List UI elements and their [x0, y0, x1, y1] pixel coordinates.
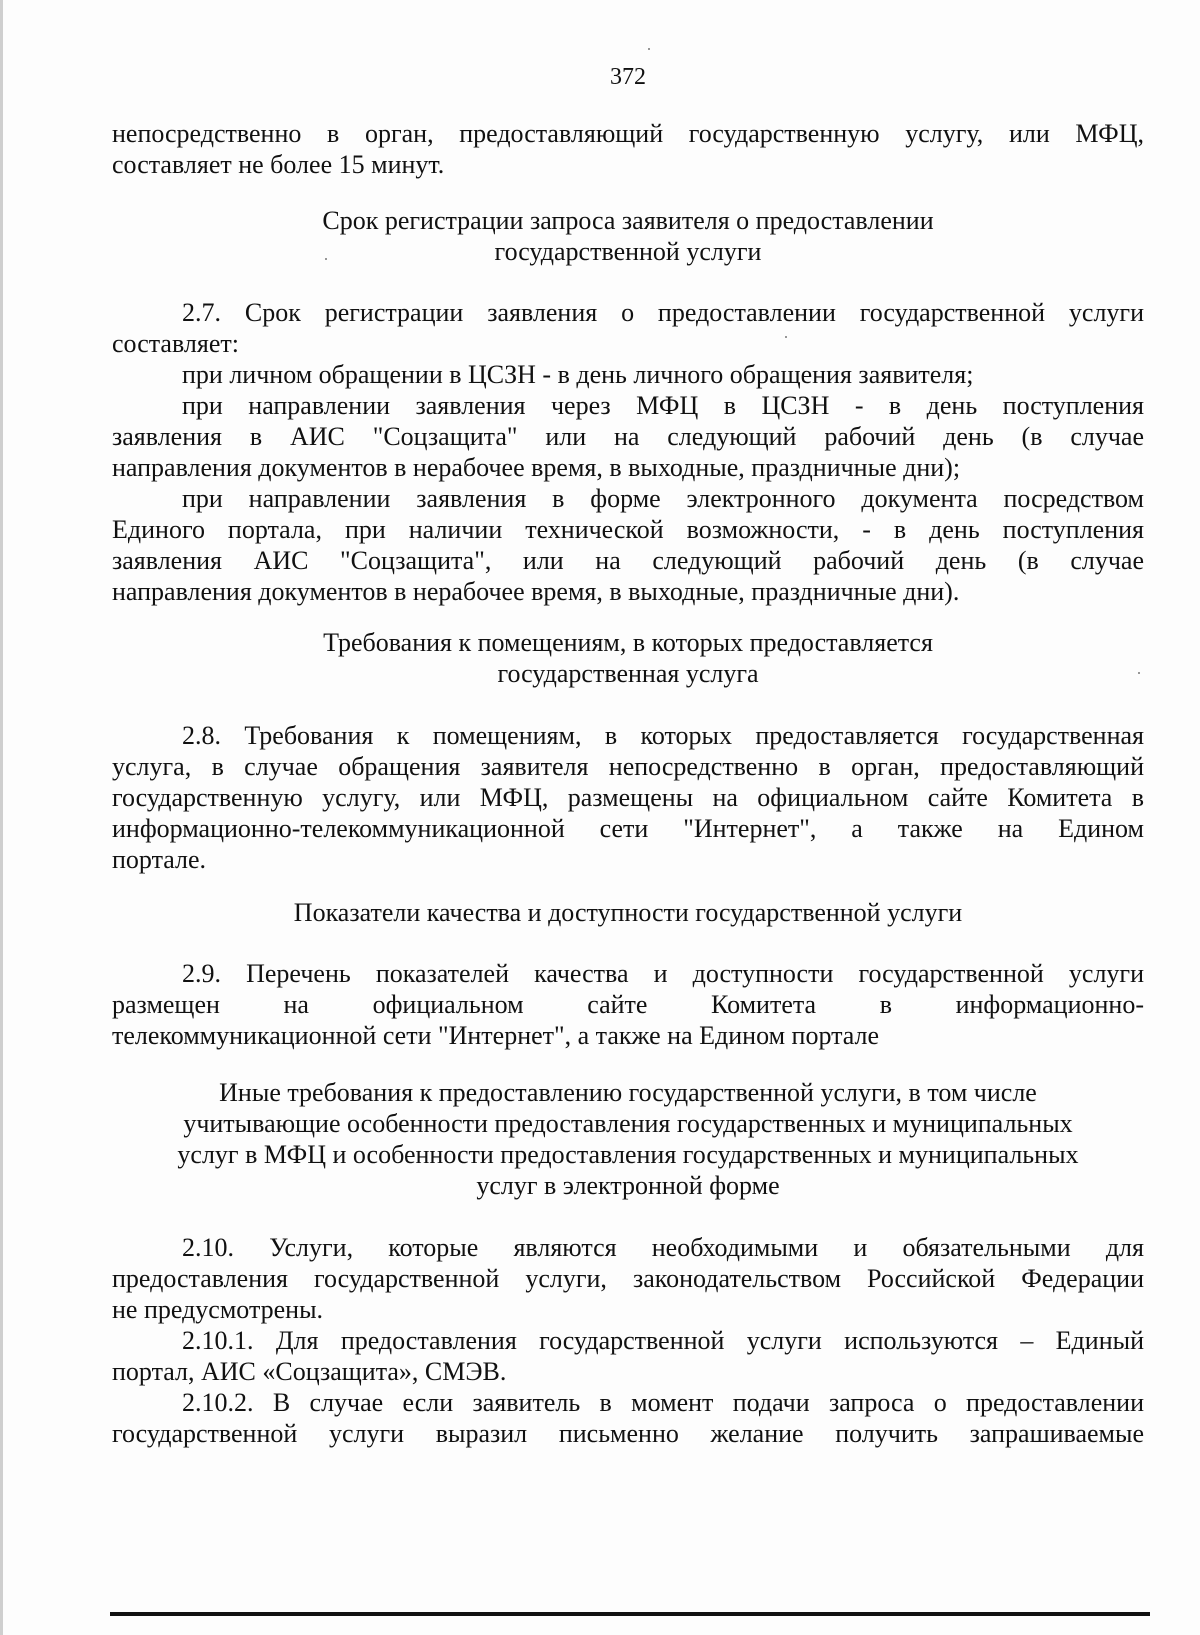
- scan-speck: [648, 48, 650, 50]
- paragraph-2-8: [112, 720, 1144, 875]
- scan-speck: [1138, 672, 1140, 674]
- heading-line: Срок регистрации запроса заявителя о предоставлении: [322, 206, 934, 235]
- text-line: портале.: [112, 845, 207, 874]
- text-line: государственной услуги выразил письменно желание получить запрашиваемые: [112, 1419, 1144, 1448]
- text-line: 2.8. Требования к помещениям, в которых предоставляется государственная: [182, 721, 1144, 750]
- text-line: не предусмотрены.: [112, 1295, 324, 1324]
- heading-line: учитывающие особенности предоставления государственных и муниципальных: [183, 1109, 1073, 1138]
- text-line: составляет не более 15 минут.: [112, 150, 445, 179]
- scan-edge: [0, 0, 3, 1635]
- text-line: направления документов в нерабочее время, в выходные, праздничные дни).: [112, 577, 960, 606]
- heading-line: Требования к помещениям, в которых предоставляется: [323, 628, 933, 657]
- text-line: составляет:: [112, 329, 239, 358]
- text-line: при направлении заявления через МФЦ в ЦСЗН - в день поступления: [182, 391, 1144, 420]
- text-line: государственную услугу, или МФЦ, размещены на официальном сайте Комитета в: [112, 783, 1144, 812]
- bottom-border-line: [110, 1612, 1150, 1616]
- text-line: портал, АИС «Соцзащита», СМЭВ.: [112, 1357, 507, 1386]
- section-heading-registration-term: [112, 205, 1144, 267]
- text-line: Единого портала, при наличии технической возможности, - в день поступления: [112, 515, 1144, 544]
- text-line: заявления в АИС "Соцзащита" или на следующий рабочий день (в случае: [112, 422, 1144, 451]
- section-heading-premises-requirements: [112, 627, 1144, 689]
- heading-line: услуг в электронной форме: [476, 1171, 780, 1200]
- heading-line: Иные требования к предоставлению государственной услуги, в том числе: [219, 1078, 1037, 1107]
- section-heading-other-requirements: [112, 1077, 1144, 1201]
- section-heading-quality-indicators: [112, 897, 1144, 928]
- heading-line: Показатели качества и доступности государственной услуги: [293, 898, 963, 927]
- page-number: 372: [610, 64, 646, 90]
- text-line: 2.10.2. В случае если заявитель в момент подачи запроса о предоставлении: [182, 1388, 1144, 1417]
- heading-line: государственной услуги: [494, 237, 762, 266]
- text-line: 2.10.1. Для предоставления государственной услуги используются – Единый: [182, 1326, 1144, 1355]
- text-line: при направлении заявления в форме электронного документа посредством: [182, 484, 1144, 513]
- paragraph-2-7: [112, 297, 1144, 607]
- text-line: 2.9. Перечень показателей качества и доступности государственной услуги: [182, 959, 1144, 988]
- paragraph-2-9: [112, 958, 1144, 1051]
- text-line: услуга, в случае обращения заявителя непосредственно в орган, предоставляющий: [112, 752, 1144, 781]
- text-line: 2.7. Срок регистрации заявления о предоставлении государственной услуги: [182, 298, 1144, 327]
- text-line: заявления АИС "Соцзащита", или на следующий рабочий день (в случае: [112, 546, 1144, 575]
- heading-line: государственная услуга: [497, 659, 759, 688]
- text-line: непосредственно в орган, предоставляющий государственную услугу, или МФЦ,: [112, 119, 1144, 148]
- scan-speck: [785, 336, 787, 338]
- heading-line: услуг в МФЦ и особенности предоставления государственных и муниципальных: [177, 1140, 1079, 1169]
- text-line: телекоммуникационной сети "Интернет", а также на Едином портале: [112, 1021, 880, 1050]
- scan-speck: [325, 258, 327, 260]
- text-line: при личном обращении в ЦСЗН - в день личного обращения заявителя;: [182, 360, 974, 389]
- text-line: направления документов в нерабочее время, в выходные, праздничные дни);: [112, 453, 961, 482]
- paragraph-continuation: [112, 118, 1144, 180]
- text-line: информационно-телекоммуникационной сети "Интернет", а также на Едином: [112, 814, 1144, 843]
- text-line: 2.10. Услуги, которые являются необходимыми и обязательными для: [182, 1233, 1144, 1262]
- text-line: размещен на официальном сайте Комитета в информационно-: [112, 990, 1144, 1019]
- text-line: предоставления государственной услуги, законодательством Российской Федерации: [112, 1264, 1144, 1293]
- paragraph-2-10: [112, 1232, 1144, 1449]
